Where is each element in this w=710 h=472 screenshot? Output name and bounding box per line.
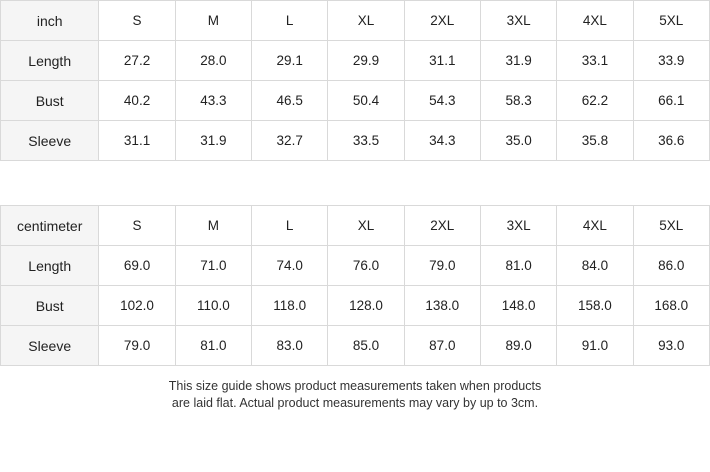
size-table-centimeter [0, 205, 710, 366]
size-table-inch [0, 0, 710, 161]
cell: 66.1 [633, 81, 709, 121]
cell: 84.0 [557, 246, 633, 286]
cell: 118.0 [252, 286, 328, 326]
cell: 93.0 [633, 326, 709, 366]
cell: 27.2 [99, 41, 175, 81]
cell: 69.0 [99, 246, 175, 286]
cell: 91.0 [557, 326, 633, 366]
cell: 31.1 [99, 121, 175, 161]
cell: 54.3 [404, 81, 480, 121]
cell: 33.5 [328, 121, 404, 161]
row-label-length: Length [1, 246, 99, 286]
size-header-l: L [252, 206, 328, 246]
size-header-xl: XL [328, 206, 404, 246]
size-header-5xl: 5XL [633, 206, 709, 246]
size-guide-note [0, 366, 710, 412]
cell: 168.0 [633, 286, 709, 326]
cell: 32.7 [252, 121, 328, 161]
cell: 50.4 [328, 81, 404, 121]
cell: 110.0 [175, 286, 251, 326]
table-row [1, 121, 710, 161]
cell: 83.0 [252, 326, 328, 366]
cell: 71.0 [175, 246, 251, 286]
size-header-4xl: 4XL [557, 1, 633, 41]
table-header-row [1, 206, 710, 246]
cell: 138.0 [404, 286, 480, 326]
table-spacer [0, 161, 710, 205]
unit-label-centimeter: centimeter [1, 206, 99, 246]
row-label-length: Length [1, 41, 99, 81]
cell: 31.1 [404, 41, 480, 81]
cell: 46.5 [252, 81, 328, 121]
cell: 31.9 [480, 41, 556, 81]
cell: 34.3 [404, 121, 480, 161]
cell: 87.0 [404, 326, 480, 366]
size-header-3xl: 3XL [480, 206, 556, 246]
size-header-4xl: 4XL [557, 206, 633, 246]
cell: 81.0 [480, 246, 556, 286]
size-header-m: M [175, 1, 251, 41]
cell: 36.6 [633, 121, 709, 161]
row-label-bust: Bust [1, 286, 99, 326]
cell: 33.9 [633, 41, 709, 81]
size-header-5xl: 5XL [633, 1, 709, 41]
size-header-3xl: 3XL [480, 1, 556, 41]
cell: 79.0 [404, 246, 480, 286]
unit-label-inch: inch [1, 1, 99, 41]
size-header-xl: XL [328, 1, 404, 41]
cell: 33.1 [557, 41, 633, 81]
cell: 158.0 [557, 286, 633, 326]
table-row [1, 81, 710, 121]
table-row [1, 326, 710, 366]
cell: 148.0 [480, 286, 556, 326]
size-header-2xl: 2XL [404, 206, 480, 246]
table-row [1, 286, 710, 326]
row-label-bust: Bust [1, 81, 99, 121]
cell: 128.0 [328, 286, 404, 326]
cell: 76.0 [328, 246, 404, 286]
cell: 89.0 [480, 326, 556, 366]
cell: 35.0 [480, 121, 556, 161]
cell: 28.0 [175, 41, 251, 81]
table-header-row [1, 1, 710, 41]
cell: 43.3 [175, 81, 251, 121]
table-row [1, 41, 710, 81]
size-header-s: S [99, 206, 175, 246]
cell: 35.8 [557, 121, 633, 161]
cell: 81.0 [175, 326, 251, 366]
note-line-1: This size guide shows product measurements taken when products [168, 379, 542, 393]
cell: 29.9 [328, 41, 404, 81]
size-header-m: M [175, 206, 251, 246]
note-line-2: are laid flat. Actual product measurements may vary by up to 3cm. [171, 396, 539, 410]
size-header-2xl: 2XL [404, 1, 480, 41]
cell: 79.0 [99, 326, 175, 366]
cell: 40.2 [99, 81, 175, 121]
row-label-sleeve: Sleeve [1, 121, 99, 161]
cell: 58.3 [480, 81, 556, 121]
cell: 102.0 [99, 286, 175, 326]
cell: 74.0 [252, 246, 328, 286]
cell: 85.0 [328, 326, 404, 366]
size-header-l: L [252, 1, 328, 41]
table-row [1, 246, 710, 286]
cell: 62.2 [557, 81, 633, 121]
size-header-s: S [99, 1, 175, 41]
row-label-sleeve: Sleeve [1, 326, 99, 366]
cell: 31.9 [175, 121, 251, 161]
cell: 86.0 [633, 246, 709, 286]
cell: 29.1 [252, 41, 328, 81]
